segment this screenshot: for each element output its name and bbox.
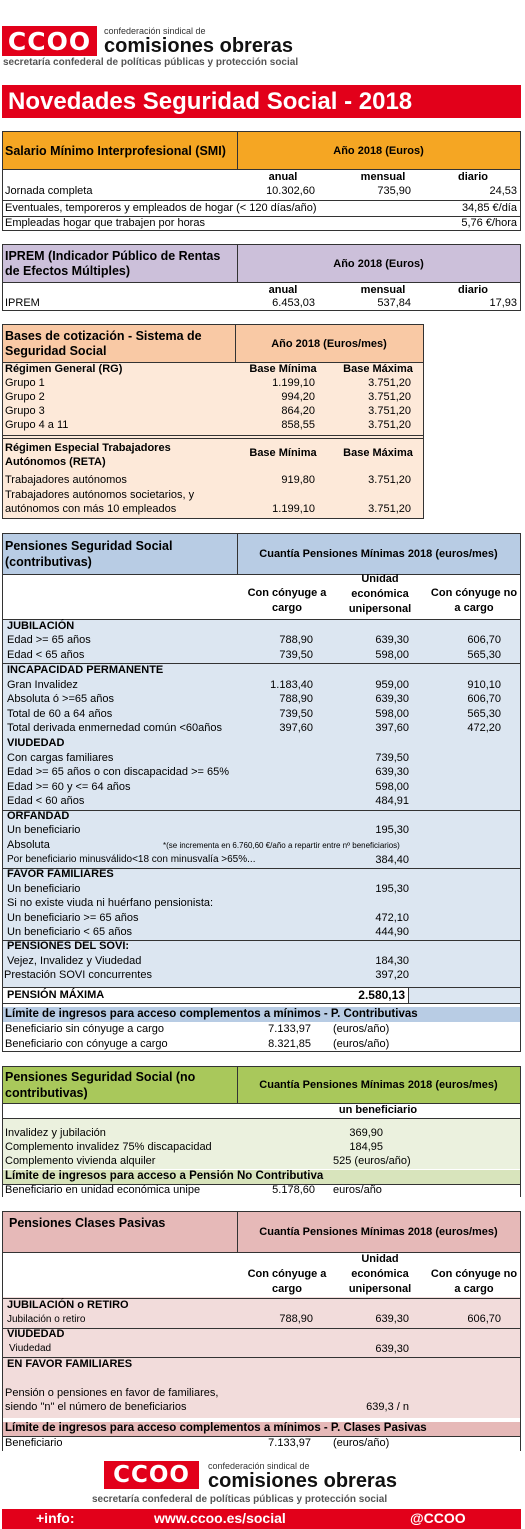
contrib-head: Cuantía Pensiones Mínimas 2018 (euros/mes): [259, 548, 498, 560]
value: 472,10: [375, 912, 409, 924]
value: 639,30: [375, 766, 409, 778]
value: 994,20: [281, 391, 315, 403]
row-label: Edad >= 65 años: [7, 634, 91, 646]
value: 598,00: [375, 781, 409, 793]
row-label: Trabajadores autónomos societarios, y: [5, 489, 195, 501]
value: 735,90: [377, 185, 411, 197]
logo-big-text: comisiones obreras: [104, 35, 293, 57]
unit: (euros/año): [333, 1437, 390, 1449]
nc-title: Pensiones Seguridad Social (no contributivas): [5, 1070, 196, 1100]
value: 639,30: [375, 693, 409, 705]
value: 10.302,60: [266, 185, 315, 197]
col-con-conyuge: Con cónyuge a cargo: [247, 587, 327, 614]
col-sin-conyuge: Con cónyuge no a cargo: [430, 1268, 518, 1295]
website-link[interactable]: www.ccoo.es/social: [154, 1510, 286, 1526]
value: 444,90: [375, 926, 409, 938]
row-label: Un beneficiario: [7, 824, 81, 836]
contrib-title: Pensiones Seguridad Social (contributivas): [5, 539, 173, 569]
value: 598,00: [375, 649, 409, 661]
row-label: Eventuales, temporeros y empleados de hogar (< 120 días/año): [5, 202, 317, 214]
row-label: Invalidez y jubilación: [5, 1127, 106, 1139]
row-label: Un beneficiario: [7, 883, 81, 895]
inc-label: INCAPACIDAD PERMANENTE: [7, 664, 164, 676]
row-label: Si no existe viuda ni huérfano pensionista:: [7, 897, 214, 909]
value: 195,30: [375, 883, 409, 895]
value: 397,20: [375, 969, 409, 981]
row-label: IPREM: [5, 297, 40, 309]
value: 919,80: [281, 474, 315, 486]
col-unipersonal: Unidad económica unipersonal: [348, 573, 412, 615]
col-min: Base Mínima: [249, 363, 317, 375]
row-label: Pensión o pensiones en favor de familiares,: [5, 1387, 219, 1399]
row-label: Beneficiario con cónyuge a cargo: [5, 1038, 168, 1050]
bases-section: [2, 324, 424, 519]
col-diario: diario: [458, 284, 488, 296]
value: 3.751,20: [368, 391, 411, 403]
value: 788,90: [279, 1313, 313, 1325]
row-label: Beneficiario: [5, 1437, 63, 1449]
ccoo-logo: CCOO: [2, 26, 97, 56]
value: 34,85 €/día: [461, 202, 517, 214]
value: 397,60: [279, 722, 313, 734]
cp-head: Cuantía Pensiones Mínimas 2018 (euros/mes): [259, 1226, 498, 1238]
clases-pasivas-section: [2, 1211, 521, 1451]
value: 3.751,20: [368, 419, 411, 431]
value: 5,76 €/hora: [461, 217, 517, 229]
smi-year: Año 2018 (Euros): [333, 144, 424, 157]
row-label: Absoluta: [7, 839, 50, 851]
col-con-conyuge: Con cónyuge a cargo: [247, 1268, 327, 1295]
unit: euros/año: [333, 1184, 382, 1196]
col-un-beneficiario: un beneficiario: [338, 1104, 418, 1116]
iprem-year: Año 2018 (Euros): [333, 257, 424, 270]
value: 910,10: [467, 679, 501, 691]
value: 3.751,20: [368, 377, 411, 389]
logo-subtitle: secretaría confederal de políticas públicas y protección social: [92, 1494, 388, 1505]
value: 484,91: [375, 795, 409, 807]
row-label: Absoluta ó >=65 años: [7, 693, 115, 705]
value: 1.199,10: [272, 503, 315, 515]
row-label: Beneficiario sin cónyuge a cargo: [5, 1023, 164, 1035]
row-label: Vejez, Invalidez y Viudedad: [7, 955, 142, 967]
unit: (euros/año): [333, 1023, 390, 1035]
value: 788,90: [279, 634, 313, 646]
value: 739,50: [279, 649, 313, 661]
jub-label: JUBILACIÓN: [7, 620, 75, 632]
value: 8.321,85: [268, 1038, 311, 1050]
row-label: Total de 60 a 64 años: [7, 708, 113, 720]
page-title: Novedades Seguridad Social - 2018: [2, 85, 521, 118]
smi-title: Salario Mínimo Interprofesional (SMI): [5, 143, 226, 158]
iprem-title: IPREM (Indicador Público de Rentas de Efectos Múltiples): [5, 249, 221, 278]
cp-viu-label: VIUDEDAD: [7, 1328, 65, 1340]
value: 565,30: [467, 708, 501, 720]
row-label: Con cargas familiares: [7, 752, 114, 764]
logo-small-text: confederación sindical de: [208, 1461, 310, 1471]
row-label: siendo "n" el número de beneficiarios: [5, 1401, 187, 1413]
col-max: Base Máxima: [343, 363, 413, 375]
value: 384,40: [375, 854, 409, 866]
cp-title: Pensiones Clases Pasivas: [9, 1216, 166, 1230]
fav-label: FAVOR FAMILIARES: [7, 868, 114, 880]
value: 565,30: [467, 649, 501, 661]
value: 639,3 / n: [366, 1401, 409, 1413]
value: 397,60: [375, 722, 409, 734]
value: 639,30: [375, 634, 409, 646]
lim-title: Límite de ingresos para acceso complementos a mínimos - P. Contributivas: [5, 1008, 418, 1020]
value: 1.199,10: [272, 377, 315, 389]
value: 959,00: [375, 679, 409, 691]
row-label: Empleadas hogar que trabajen por horas: [5, 217, 205, 229]
row-label: Complemento invalidez 75% discapacidad: [5, 1141, 212, 1153]
row-label: Complemento vivienda alquiler: [5, 1155, 156, 1167]
value: 195,30: [375, 824, 409, 836]
viu-label: VIUDEDAD: [7, 737, 65, 749]
top-logo: [2, 26, 97, 56]
col-anual: anual: [268, 284, 298, 296]
orf-label: ORFANDAD: [7, 810, 70, 822]
col-anual: anual: [268, 171, 298, 183]
value: 24,53: [489, 185, 517, 197]
value: 7.133,97: [268, 1023, 311, 1035]
value: 7.133,97: [268, 1437, 311, 1449]
contributivas-section: [2, 533, 521, 1052]
value: 788,90: [279, 693, 313, 705]
unit: (euros/año): [333, 1038, 390, 1050]
iprem-section: [2, 244, 521, 311]
value: 606,70: [467, 634, 501, 646]
row-label: Trabajadores autónomos: [5, 474, 127, 486]
bases-title: Bases de cotización - Sistema de Seguridad Social: [5, 329, 202, 358]
row-label: Un beneficiario >= 65 años: [7, 912, 139, 924]
row-label: Un beneficiario < 65 años: [7, 926, 133, 938]
twitter-link[interactable]: @CCOO: [410, 1510, 466, 1526]
smi-section: [2, 131, 521, 231]
footer-bar: [2, 1509, 521, 1529]
value: 1.183,40: [270, 679, 313, 691]
value: 3.751,20: [368, 405, 411, 417]
row-label: Edad >= 65 años o con discapacidad >= 65%: [7, 766, 230, 778]
cp-lim-title: Límite de ingresos para acceso complementos a mínimos - P. Clases Pasivas: [5, 1422, 427, 1434]
value: 184,30: [375, 955, 409, 967]
sovi-label: PENSIONES DEL SOVI:: [7, 940, 130, 952]
logo-big-text: comisiones obreras: [208, 1470, 397, 1492]
cp-jub-label: JUBILACIÓN o RETIRO: [7, 1299, 129, 1311]
row-label: Jubilación o retiro: [7, 1314, 86, 1325]
value: 472,20: [467, 722, 501, 734]
value: 639,30: [375, 1343, 409, 1355]
value: 525 (euros/año): [333, 1155, 411, 1167]
value: 3.751,20: [368, 503, 411, 515]
nc-lim-title: Límite de ingresos para acceso a Pensión No Contributiva: [5, 1170, 324, 1182]
nc-head: Cuantía Pensiones Mínimas 2018 (euros/mes): [259, 1079, 498, 1091]
row-label: Gran Invalidez: [7, 679, 78, 691]
value: 537,84: [377, 297, 411, 309]
logo-small-text: confederación sindical de: [104, 26, 206, 36]
value: 5.178,60: [272, 1184, 315, 1196]
value: 6.453,03: [272, 297, 315, 309]
reta-label: Régimen Especial Trabajadores Autónomos (RETA): [5, 442, 171, 468]
no-contributivas-section: [2, 1066, 521, 1197]
value: 739,50: [279, 708, 313, 720]
max-value: 2.580,13: [358, 988, 405, 1002]
col-mensual: mensual: [360, 284, 406, 296]
row-label: Beneficiario en unidad económica unipe: [5, 1184, 201, 1196]
col-mensual: mensual: [360, 171, 406, 183]
ccoo-logo: CCOO: [104, 1461, 199, 1489]
row-label: Grupo 2: [5, 391, 45, 403]
value: 739,50: [375, 752, 409, 764]
row-label: Total derivada enmernedad común <60años: [7, 722, 222, 734]
row-label: Por beneficiario minusválido<18 con minusvalía >65%...: [7, 854, 256, 865]
col-unipersonal: Unidad económica unipersonal: [348, 1253, 412, 1295]
footer-logo: [104, 1461, 199, 1489]
row-label: Viudedad: [9, 1343, 52, 1354]
row-label: Edad < 60 años: [7, 795, 85, 807]
value: 606,70: [467, 693, 501, 705]
cp-fam-label: EN FAVOR FAMILIARES: [7, 1358, 133, 1370]
info-label: +info:: [36, 1510, 75, 1526]
value: 17,93: [489, 297, 517, 309]
col-diario: diario: [458, 171, 488, 183]
max-label: PENSIÓN MÁXIMA: [7, 989, 105, 1001]
value: 858,55: [281, 419, 315, 431]
row-label: Grupo 1: [5, 377, 45, 389]
value: 864,20: [281, 405, 315, 417]
row-label: Grupo 4 a 11: [5, 419, 69, 431]
value: 639,30: [375, 1313, 409, 1325]
value: 606,70: [467, 1313, 501, 1325]
row-label: Edad < 65 años: [7, 649, 85, 661]
col-sin-conyuge: Con cónyuge no a cargo: [430, 587, 518, 614]
col-min: Base Mínima: [249, 447, 317, 459]
logo-subtitle: secretaría confederal de políticas públicas y protección social: [3, 57, 299, 68]
rg-label: Régimen General (RG): [5, 363, 123, 375]
bases-year: Año 2018 (Euros/mes): [271, 337, 387, 350]
value: 598,00: [375, 708, 409, 720]
row-label: Grupo 3: [5, 405, 45, 417]
value: 184,95: [349, 1141, 383, 1153]
value: 369,90: [349, 1127, 383, 1139]
col-max: Base Máxima: [343, 447, 413, 459]
orf-note: *(se incrementa en 6.760,60 €/año a repartir entre nº beneficiarios): [163, 841, 400, 850]
row-label: Edad >= 60 y <= 64 años: [7, 781, 131, 793]
row-label: Jornada completa: [5, 185, 93, 197]
row-label: autónomos con más 10 empleados: [5, 503, 177, 515]
row-label: Prestación SOVI concurrentes: [4, 969, 152, 981]
value: 3.751,20: [368, 474, 411, 486]
